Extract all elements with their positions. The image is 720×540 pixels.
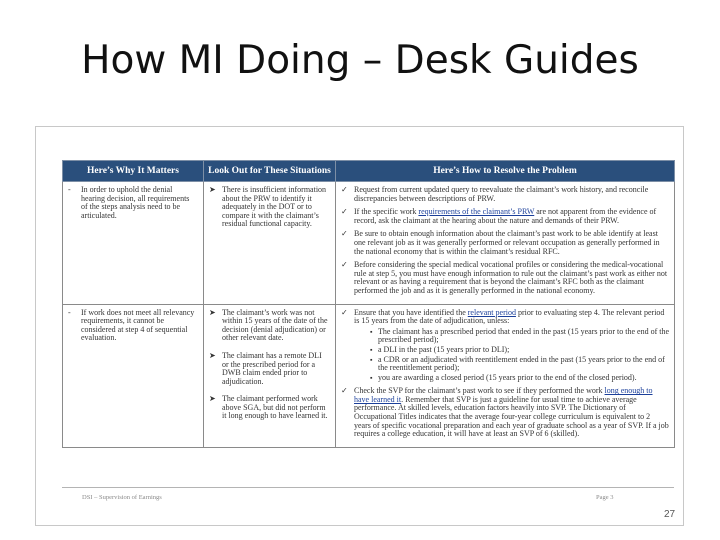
situations-cell (204, 304, 336, 447)
check-icon: ✓ (341, 207, 348, 217)
situation-text: The claimant has a remote DLI or the prescribed period for a DWB claim ended prior to adjudication. (222, 350, 322, 386)
long-enough-link[interactable]: long enough to have learned it (354, 386, 653, 404)
check-icon: ✓ (341, 229, 348, 239)
footer-divider (62, 487, 674, 488)
list-item: ▪ a CDR or an adjudicated with reentitlement ended in the past (15 years prior to the end of the reentitlement period); (370, 356, 669, 373)
prw-requirements-link[interactable]: requirements of the claimant’s PRW (418, 207, 535, 217)
check-icon: ✓ (341, 185, 348, 194)
header-why-it-matters: Here’s Why It Matters (63, 161, 204, 182)
check-icon: ✓ (341, 260, 348, 270)
resolve-text: Request from current updated query to reevaluate the claimant’s work history, and reconcile discrepancies between descriptions of PRW. (354, 185, 649, 203)
resolve-text: . Remember that SVP is just a guideline for usual time to achieve average performance. At skilled levels, education factors heavily into SVP. The Dictionary of Occupational Titles indicates that the average four-year college curriculum is equivalent to 2 years of specific vocational preparation and each year of graduate school as a year of SVP. If a job requires a college education, it will have at least an SVP of 6 (skilled). (354, 394, 669, 439)
arrow-bullet-icon: ➤ (209, 307, 216, 317)
table-row (63, 304, 675, 447)
desk-guide-table (62, 160, 675, 448)
footer-left: DSI – Supervision of Earnings (82, 494, 162, 501)
header-how-to-resolve: Here’s How to Resolve the Problem (336, 161, 675, 182)
resolve-text: are not apparent from the evidence of record, ask the claimant at the hearing about the nature and demands of their PRW. (354, 207, 657, 225)
relevant-period-link[interactable]: relevant period (467, 307, 516, 317)
header-look-out: Look Out for These Situations (204, 161, 336, 182)
resolve-text: Be sure to obtain enough information about the claimant’s past work to be able identify at least one relevant job as it was generally performed or relevant occupation as generally performed in the national economy that is within the claimant’s residual RFC. (354, 229, 660, 256)
list-item: ▪ you are awarding a closed period (15 years prior to the end of the closed period). (370, 374, 669, 383)
list-item: ▪ a DLI in the past (15 years prior to DLI); (370, 346, 669, 355)
why-text: In order to uphold the denial hearing decision, all requirements of the steps analysis need to be articulated. (81, 185, 190, 220)
resolve-text: If the specific work (354, 207, 419, 217)
dash-marker: - (68, 307, 71, 317)
resolve-cell (336, 182, 675, 305)
situation-text: The claimant performed work above SGA, but did not perform it long enough to have learned it. (222, 394, 328, 421)
situations-cell (204, 182, 336, 305)
arrow-bullet-icon: ➤ (209, 394, 216, 404)
table-header-row (63, 161, 675, 182)
check-icon: ✓ (341, 386, 348, 396)
slide-number: 27 (664, 509, 676, 520)
relevant-period-list (354, 328, 669, 383)
resolve-text: Before considering the special medical vocational profiles or considering the medical-vocational rule at step 5, you must have enough information to rule out the claimant’s past work as either not relevant or as having a requirement that is beyond the claimant’s RFC both as the claimant performed the job and as it is generally performed in the national economy. (354, 260, 668, 295)
resolve-text: Check the SVP for the claimant’s past work to see if they performed the work (354, 386, 605, 396)
situation-text: The claimant’s work was not within 15 years of the date of the decision (denial adjudication) or other relevant date. (222, 307, 328, 343)
situation-text: There is insufficient information about the PRW to identify it adequately in the DOT or to compare it with the claimant’s residual functional capacity. (222, 185, 327, 229)
dash-marker: - (68, 185, 71, 194)
why-text: If work does not meet all relevancy requirements, it cannot be considered at step 4 of sequential evaluation. (81, 307, 195, 343)
why-cell (63, 304, 204, 447)
resolve-text: Ensure that you have identified the (354, 307, 468, 317)
footer-page: Page 3 (596, 494, 614, 501)
list-item: ▪ The claimant has a prescribed period that ended in the past (15 years prior to the end of the prescribed period); (370, 328, 669, 345)
arrow-bullet-icon: ➤ (209, 185, 216, 194)
arrow-bullet-icon: ➤ (209, 350, 216, 360)
table-row (63, 182, 675, 305)
check-icon: ✓ (341, 307, 348, 317)
why-cell (63, 182, 204, 305)
resolve-text: prior to evaluating step 4. The relevant period is 15 years from the date of adjudication, unless: (354, 307, 665, 326)
slide-title: How MI Doing – Desk Guides (81, 38, 639, 83)
resolve-cell (336, 304, 675, 447)
